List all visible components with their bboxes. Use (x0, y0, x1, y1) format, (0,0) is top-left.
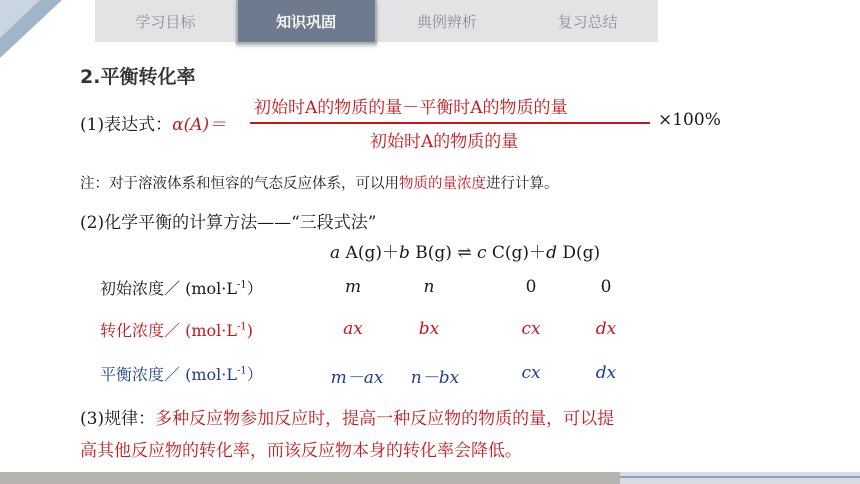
tab-learning-goals[interactable]: 学习目标 (135, 12, 196, 31)
coef-a: a (330, 243, 341, 263)
footer-line (620, 476, 860, 478)
row-initial-unit: (mol·L (185, 279, 237, 298)
reaction-equation (330, 238, 600, 263)
cell-equilibrium-d: dx (595, 363, 617, 383)
row-initial-label (100, 276, 263, 299)
cell-equilibrium-a: m－ax (330, 368, 384, 388)
tab-review-summary[interactable]: 复习总结 (557, 12, 618, 31)
coef-d: d (546, 243, 557, 263)
expression-prefix (80, 110, 226, 135)
cell-converted-b: bx (418, 319, 440, 339)
row-converted-label (100, 318, 253, 341)
species-a: A(g)＋ (340, 243, 399, 263)
expression-label: (1)表达式： (80, 115, 173, 135)
fraction-numerator: 初始时A的物质的量－平衡时A的物质的量 (254, 98, 568, 118)
row-converted-close: ) (246, 321, 253, 340)
row-equilibrium-text: 平衡浓度／ (100, 365, 181, 384)
rule-prefix: (3)规律： (80, 409, 156, 429)
row-converted-exp: -1 (236, 321, 247, 333)
row-initial-text: 初始浓度／ (100, 279, 181, 298)
method-title: (2)化学平衡的计算方法——“三段式法” (80, 213, 377, 233)
alpha-symbol: α(A)＝ (172, 115, 227, 135)
footer-bar (0, 472, 620, 484)
coef-c: c (471, 243, 487, 263)
note-after: 进行计算。 (486, 176, 559, 192)
species-c: C(g)＋ (486, 243, 547, 263)
rule-line-1 (80, 404, 614, 429)
cell-initial-d: 0 (600, 277, 612, 297)
rule-line-2: 高其他反应物的转化率，而该反应物本身的转化率会降低。 (80, 441, 522, 461)
species-b: B(g) (409, 243, 458, 263)
note-before: 注：对于溶液体系和恒容的气态反应体系，可以用 (80, 176, 399, 192)
section-heading: 2.平衡转化率 (80, 66, 196, 88)
row-equilibrium-unit: (mol·L (185, 365, 237, 384)
cell-equilibrium-b: n－bx (410, 368, 460, 388)
note-highlight: 物质的量浓度 (399, 176, 486, 192)
row-converted-unit: (mol·L (185, 321, 237, 340)
row-equilibrium-label (100, 362, 263, 385)
tab-example-analysis[interactable]: 典例辨析 (416, 12, 477, 31)
cell-converted-d: dx (595, 319, 617, 339)
note-text (80, 172, 559, 193)
cell-initial-a: m (344, 277, 362, 297)
times-100-percent: ×100% (658, 110, 721, 130)
rule-text-1: 多种反应物参加反应时，提高一种反应物的物质的量，可以提 (155, 409, 615, 429)
row-equilibrium-exp: -1 (236, 365, 247, 377)
row-equilibrium-close: ） (246, 365, 263, 384)
cell-equilibrium-c: cx (521, 363, 541, 383)
species-d: D(g) (556, 243, 601, 263)
fraction-denominator: 初始时A的物质的量 (370, 132, 519, 152)
tab-bar (95, 0, 658, 42)
row-converted-text: 转化浓度／ (100, 321, 181, 340)
cell-initial-c: 0 (525, 277, 537, 297)
coef-b: b (398, 243, 410, 263)
fraction-bar (250, 122, 650, 124)
row-initial-close: ） (246, 279, 263, 298)
cell-converted-c: cx (521, 319, 541, 339)
footer-bar-accent (620, 472, 860, 484)
equilibrium-arrow-icon: ⇌ (457, 243, 472, 263)
cell-converted-a: ax (343, 319, 363, 339)
row-initial-exp: -1 (236, 279, 247, 291)
corner-decoration (0, 0, 70, 70)
cell-initial-b: n (423, 277, 435, 297)
tab-knowledge-review[interactable]: 知识巩固 (236, 0, 377, 44)
